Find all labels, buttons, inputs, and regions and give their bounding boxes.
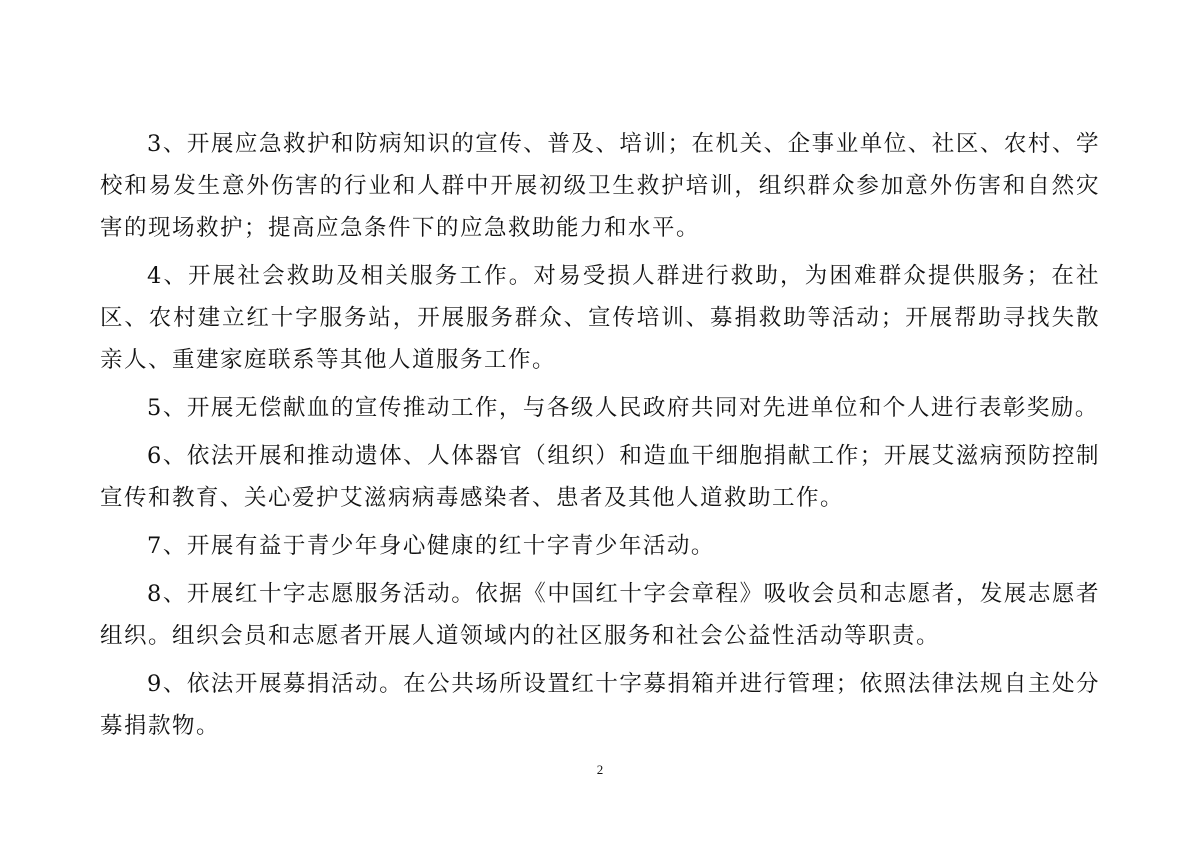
- paragraph-item-9: 9、依法开展募捐活动。在公共场所设置红十字募捐箱并进行管理；依照法律法规自主处分募捐款物。: [100, 671, 1100, 739]
- paragraph-item-8: 8、开展红十字志愿服务活动。依据《中国红十字会章程》吸收会员和志愿者，发展志愿者组织。组织会员和志愿者开展人道领域内的社区服务和社会公益性活动等职责。: [100, 581, 1100, 649]
- page-number: 2: [596, 762, 604, 777]
- paragraph-item-7: 7、开展有益于青少年身心健康的红十字青少年活动。: [147, 533, 715, 559]
- paragraph-item-6: 6、依法开展和推动遗体、人体器官（组织）和造血干细胞捐献工作；开展艾滋病预防控制宣传和教育、关心爱护艾滋病病毒感染者、患者及其他人道救助工作。: [100, 443, 1100, 511]
- paragraph-item-4: 4、开展社会救助及相关服务工作。对易受损人群进行救助，为困难群众提供服务；在社区、农村建立红十字服务站，开展服务群众、宣传培训、募捐救助等活动；开展帮助寻找失散亲人、重建家庭联系等其他人道服务工作。: [100, 263, 1100, 373]
- paragraph-item-3: 3、开展应急救护和防病知识的宣传、普及、培训；在机关、企事业单位、社区、农村、学校和易发生意外伤害的行业和人群中开展初级卫生救护培训，组织群众参加意外伤害和自然灾害的现场救护；提高应急条件下的应急救助能力和水平。: [100, 131, 1100, 241]
- paragraph-item-5: 5、开展无偿献血的宣传推动工作，与各级人民政府共同对先进单位和个人进行表彰奖励。: [147, 395, 1099, 421]
- body-text: [100, 123, 1100, 753]
